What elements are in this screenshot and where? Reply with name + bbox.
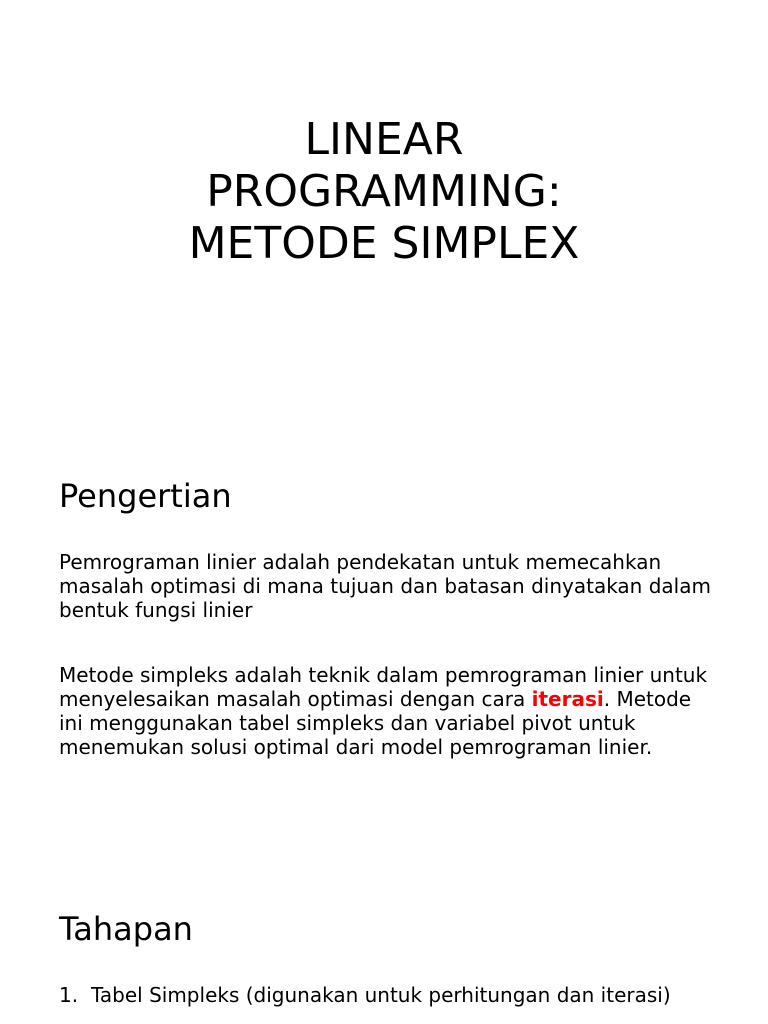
slide-title-line-2: PROGRAMMING: [206,166,562,217]
definition-paragraph-simplex [59,663,719,759]
content-slide [0,432,768,1024]
list-item [59,984,699,1006]
slide-title-line-3: METODE SIMPLEX [188,218,580,269]
section-heading-pengertian: Pengertian [59,477,232,515]
highlight-iterasi: iterasi [531,687,604,711]
title-slide [0,0,768,432]
definition-paragraph-linear-programming: Pemrograman linier adalah pendekatan untuk memecahkan masalah optimasi di mana tujuan dan batasan dinyatakan dalam bentuk fungsi linier [59,550,711,622]
steps-list [59,984,699,1006]
list-item-number: 1. [59,983,79,1007]
section-heading-tahapan: Tahapan [59,910,193,948]
slide-title-line-1: LINEAR [304,114,464,165]
list-item-text: Tabel Simpleks (digunakan untuk perhitungan dan iterasi) [91,983,671,1007]
simplex-text-before: Metode simpleks adalah teknik dalam pemrograman linier untuk menyelesaikan masalah optimasi dengan cara [59,663,708,711]
simplex-text-after: . Metode ini menggunakan tabel simpleks dan variabel pivot untuk menemukan solusi optimal dari model pemrograman linier. [59,687,692,759]
slide-title [0,114,768,270]
